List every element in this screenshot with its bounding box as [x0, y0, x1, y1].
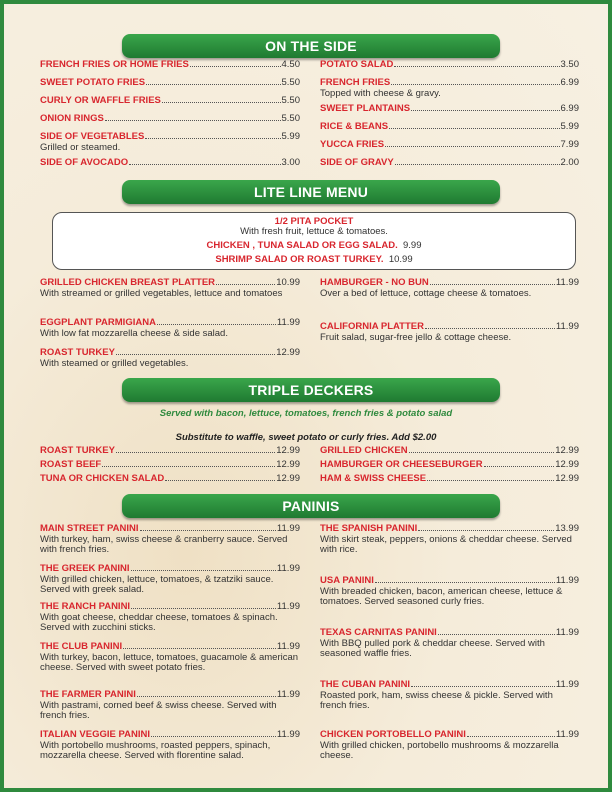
dot-leader: [131, 608, 276, 609]
item-name: HAMBURGER - NO BUN: [320, 277, 429, 288]
panini-item: [40, 602, 300, 633]
side-item: [320, 158, 579, 169]
triple-item: [40, 460, 300, 471]
dot-leader: [116, 354, 275, 355]
item-price: 12.99: [276, 445, 300, 456]
item-description: With BBQ pulled pork & cheddar cheese. Served with seasoned waffle fries.: [320, 637, 545, 659]
item-name: HAM & SWISS CHEESE: [320, 473, 427, 484]
item-name: CURLY OR WAFFLE FRIES: [40, 95, 161, 106]
side-item: [40, 96, 300, 107]
item-price: 3.50: [560, 59, 579, 70]
item-description: With turkey, bacon, lettuce, tomatoes, guacamole & american cheese. Served with sweet potato fries.: [40, 651, 299, 673]
item-name: ONION RINGS: [40, 113, 104, 124]
side-item: [40, 114, 300, 125]
item-price: 11.99: [276, 689, 300, 700]
item-price: 5.99: [560, 121, 579, 132]
item-price: 7.99: [560, 139, 579, 150]
item-name: HAMBURGER OR CHEESEBURGER: [320, 459, 483, 470]
panini-item: [40, 564, 300, 595]
item-price: 5.50: [281, 113, 300, 124]
side-item: [320, 60, 579, 71]
side-item: [40, 158, 300, 169]
panini-item: [40, 642, 300, 673]
item-name: FRENCH FRIES OR HOME FRIES: [40, 59, 189, 70]
item-name: GRILLED CHICKEN: [320, 445, 408, 456]
dot-leader: [123, 648, 276, 649]
item-price: 6.99: [560, 103, 579, 114]
section-banner-on-the-side: ON THE SIDE: [122, 34, 500, 58]
item-price: 12.99: [555, 473, 579, 484]
pita-desc: With fresh fruit, lettuce & tomatoes.: [240, 226, 388, 237]
lite-item: [40, 348, 300, 369]
dot-leader: [102, 466, 275, 467]
dot-leader: [484, 466, 555, 467]
item-name: ROAST TURKEY: [40, 445, 115, 456]
triple-item: [320, 446, 579, 457]
item-price: 6.99: [560, 77, 579, 88]
dot-leader: [375, 582, 555, 583]
item-name: SWEET PLANTAINS: [320, 103, 411, 114]
item-price: 5.99: [281, 131, 300, 142]
dot-leader: [391, 84, 559, 85]
dot-leader: [216, 284, 275, 285]
dot-leader: [116, 452, 275, 453]
dot-leader: [394, 66, 559, 67]
item-name: EGGPLANT PARMIGIANA: [40, 317, 156, 328]
side-item: [320, 140, 579, 151]
item-name: THE GREEK PANINI: [40, 563, 130, 574]
pita-option-1: CHICKEN , TUNA SALAD OR EGG SALAD.: [206, 240, 398, 251]
item-description: With skirt steak, peppers, onions & cheddar cheese. Served with rice.: [320, 533, 572, 555]
item-name: TUNA OR CHICKEN SALAD: [40, 473, 165, 484]
item-name: FRENCH FRIES: [320, 77, 391, 88]
item-name: GRILLED CHICKEN BREAST PLATTER: [40, 277, 216, 288]
section-banner-triple-deckers: TRIPLE DECKERS: [122, 378, 500, 402]
item-name: SIDE OF GRAVY: [320, 157, 394, 168]
dot-leader: [427, 480, 554, 481]
dot-leader: [438, 634, 555, 635]
item-name: THE RANCH PANINI: [40, 601, 131, 612]
item-price: 11.99: [555, 277, 579, 288]
item-name: SWEET POTATO FRIES: [40, 77, 146, 88]
panini-item: [320, 576, 579, 607]
panini-item: [40, 690, 300, 721]
item-name: THE CUBAN PANINI: [320, 679, 411, 690]
item-price: 10.99: [276, 277, 300, 288]
item-description: With low fat mozzarella cheese & side salad.: [40, 327, 228, 339]
item-description: Grilled or steamed.: [40, 141, 121, 153]
item-description: Fruit salad, sugar-free jello & cottage cheese.: [320, 331, 512, 343]
dot-leader: [430, 284, 555, 285]
panini-item: [40, 730, 300, 761]
item-price: 13.99: [555, 523, 579, 534]
item-price: 11.99: [276, 523, 300, 534]
item-price: 11.99: [276, 729, 300, 740]
triple-item: [40, 446, 300, 457]
side-item: [320, 122, 579, 133]
side-item: [40, 60, 300, 71]
pita-title: 1/2 PITA POCKET: [274, 216, 354, 227]
item-price: 12.99: [555, 459, 579, 470]
pita-pocket-box: [52, 212, 576, 270]
item-description: Over a bed of lettuce, cottage cheese & tomatoes.: [320, 287, 532, 299]
item-name: RICE & BEANS: [320, 121, 389, 132]
item-description: With grilled chicken, lettuce, tomatoes, & tzatziki sauce. Served with greek salad.: [40, 573, 274, 595]
item-description: Topped with cheese & gravy.: [320, 87, 441, 99]
item-name: ROAST TURKEY: [40, 347, 115, 358]
item-description: With streamed or grilled vegetables, lettuce and tomatoes: [40, 287, 283, 299]
triple-subtitle: Served with bacon, lettuce, tomatoes, french fries & potato salad: [159, 408, 453, 419]
item-description: With turkey, ham, swiss cheese & cranberry sauce. Served with french fries.: [40, 533, 288, 555]
item-description: With portobello mushrooms, roasted peppers, spinach, mozzarella cheese. Served with florentine salad.: [40, 739, 271, 761]
dot-leader: [162, 102, 281, 103]
dot-leader: [129, 164, 280, 165]
item-name: MAIN STREET PANINI: [40, 523, 139, 534]
item-price: 11.99: [555, 729, 579, 740]
dot-leader: [165, 480, 275, 481]
item-price: 4.50: [281, 59, 300, 70]
item-price: 11.99: [276, 317, 300, 328]
triple-item: [320, 460, 579, 471]
item-price: 12.99: [555, 445, 579, 456]
dot-leader: [145, 138, 280, 139]
item-price: 3.00: [281, 157, 300, 168]
dot-leader: [411, 686, 555, 687]
item-name: ROAST BEEF: [40, 459, 102, 470]
item-price: 11.99: [555, 627, 579, 638]
panini-item: [320, 680, 579, 711]
item-description: Roasted pork, ham, swiss cheese & pickle. Served with french fries.: [320, 689, 553, 711]
side-item: [40, 132, 300, 153]
side-item: [320, 104, 579, 115]
item-name: CALIFORNIA PLATTER: [320, 321, 424, 332]
dot-leader: [389, 128, 559, 129]
item-name: TEXAS CARNITAS PANINI: [320, 627, 437, 638]
lite-item: [40, 318, 300, 339]
item-name: USA PANINI: [320, 575, 374, 586]
dot-leader: [140, 530, 276, 531]
panini-item: [320, 524, 579, 555]
section-banner-paninis: PANINIS: [122, 494, 500, 518]
item-price: 11.99: [555, 575, 579, 586]
lite-item: [40, 278, 300, 299]
item-price: 12.99: [276, 347, 300, 358]
pita-option-2: SHRIMP SALAD OR ROAST TURKEY.: [215, 254, 384, 265]
item-price: 11.99: [276, 641, 300, 652]
item-name: THE FARMER PANINI: [40, 689, 136, 700]
item-description: With goat cheese, cheddar cheese, tomatoes & spinach. Served with zucchini sticks.: [40, 611, 278, 633]
panini-item: [40, 524, 300, 555]
dot-leader: [146, 84, 280, 85]
item-name: POTATO SALAD: [320, 59, 394, 70]
item-price: 11.99: [555, 679, 579, 690]
item-price: 11.99: [555, 321, 579, 332]
panini-item: [320, 628, 579, 659]
item-name: SIDE OF AVOCADO: [40, 157, 129, 168]
dot-leader: [157, 324, 276, 325]
dot-leader: [425, 328, 555, 329]
triple-substitute-note: Substitute to waffle, sweet potato or curly fries. Add $2.00: [175, 432, 437, 443]
dot-leader: [409, 452, 555, 453]
panini-item: [320, 730, 579, 761]
item-price: 11.99: [276, 601, 300, 612]
dot-leader: [190, 66, 281, 67]
item-description: With grilled chicken, portobello mushrooms & mozzarella cheese.: [320, 739, 559, 761]
dot-leader: [467, 736, 555, 737]
lite-item: [320, 278, 579, 299]
item-price: 11.99: [276, 563, 300, 574]
dot-leader: [151, 736, 276, 737]
triple-item: [320, 474, 579, 485]
item-name: ITALIAN VEGGIE PANINI: [40, 729, 150, 740]
item-price: 12.99: [276, 473, 300, 484]
side-item: [320, 78, 579, 99]
item-description: With pastrami, corned beef & swiss cheese. Served with french fries.: [40, 699, 277, 721]
dot-leader: [131, 570, 276, 571]
item-description: With steamed or grilled vegetables.: [40, 357, 189, 369]
item-name: SIDE OF VEGETABLES: [40, 131, 145, 142]
side-item: [40, 78, 300, 89]
section-banner-lite-line: LITE LINE MENU: [122, 180, 500, 204]
dot-leader: [411, 110, 559, 111]
dot-leader: [105, 120, 281, 121]
lite-item: [320, 322, 579, 343]
item-price: 5.50: [281, 95, 300, 106]
item-name: CHICKEN PORTOBELLO PANINI: [320, 729, 466, 740]
dot-leader: [385, 146, 559, 147]
item-name: THE CLUB PANINI: [40, 641, 123, 652]
pita-option-2-price: 10.99: [388, 254, 413, 265]
item-name: YUCCA FRIES: [320, 139, 385, 150]
dot-leader: [418, 530, 554, 531]
item-price: 2.00: [560, 157, 579, 168]
dot-leader: [137, 696, 276, 697]
dot-leader: [395, 164, 560, 165]
item-price: 12.99: [276, 459, 300, 470]
item-price: 5.50: [281, 77, 300, 88]
item-name: THE SPANISH PANINI: [320, 523, 418, 534]
pita-option-1-price: 9.99: [403, 240, 422, 251]
item-description: With breaded chicken, bacon, american cheese, lettuce & tomatoes. Served seasoned curly fries.: [320, 585, 563, 607]
triple-item: [40, 474, 300, 485]
